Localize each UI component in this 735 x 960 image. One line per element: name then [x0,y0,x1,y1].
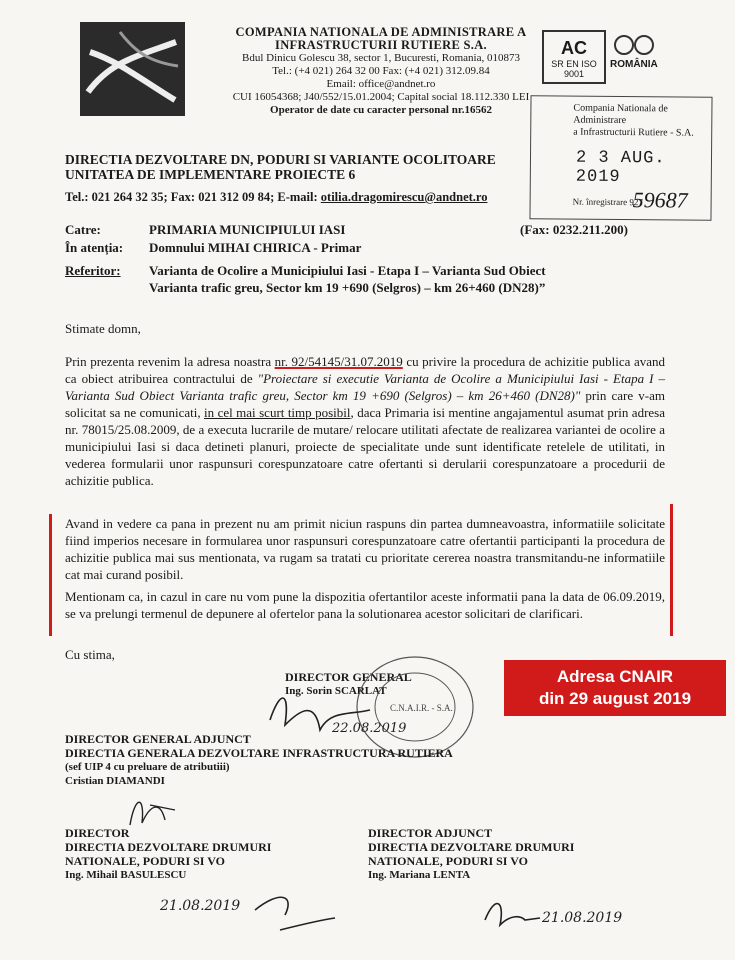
stamp-nr-label: Nr. înregistrare 927 [572,196,643,208]
company-name: COMPANIA NATIONALA DE ADMINISTRARE A [235,25,527,39]
deputy-director-name: Ing. Mariana LENTA [368,869,471,881]
dg-handwritten-date: 22.08.2019 [332,721,407,736]
dga-title: DIRECTOR GENERAL ADJUNCT [65,732,251,746]
deputy-director-directorate-2: NATIONALE, PODURI SI VO [368,854,529,868]
deputy-handwritten-date: 21.08.2019 [542,910,623,926]
director-title: DIRECTOR [65,826,130,840]
catre-row [65,222,345,238]
cnair-logo [80,22,185,116]
greeting: Stimate domn, [65,321,141,336]
cert-country [610,34,660,70]
paragraph-1 [65,353,665,489]
referitor-line2: Varianta trafic greu, Sector km 19 +690 (Selgros) – km 26+460 (DN28)” [149,280,546,295]
director-block [65,826,271,882]
stamp-nr-value: 59687 [632,187,688,213]
atentia-value: Domnului MIHAI CHIRICA - Primar [149,240,362,255]
company-name-2: INFRASTRUCTURII RUTIERE S.A. [275,38,487,52]
dg-title: DIRECTOR GENERAL [285,670,412,684]
directorate-header [65,152,535,182]
cert-country-label: ROMÂNIA [610,59,658,70]
p1-reference: nr. 92/54145/31.07.2019 [274,354,403,369]
romania-100-icon [610,34,660,56]
director-handwritten-date: 21.08.2019 [160,898,241,914]
seal-text: C.N.A.I.R. - S.A. [390,703,453,713]
director-signature [160,880,340,950]
deputy-director-title: DIRECTOR ADJUNCT [368,826,493,840]
p1-text-d: , daca Primaria isi mentine angajamentul asumat prin adresa nr. 78015/25.08.2009, de a executa lucrarile de mutare/ relocare utilitati afectate de realizarea variantei de ocolire a municipiului Iasi si daca detineti planuri, proiecte de specialitate unde sunt identificate retelele de utilitati, in vederea formularii unor raspunsuri corespunzatoare catre ofertanti si derularii corespunzatoare a procedurii de achizitie publica. [65,405,665,488]
company-email: Email: office@andnet.ro [326,78,436,90]
directorate-contact [65,190,488,205]
stamp-header [573,103,708,140]
atentia-label: În atenția: [65,240,124,255]
dga-directorate: DIRECTIA GENERALA DEZVOLTARE INFRASTRUCTURA RUTIERA [65,746,453,760]
company-registry: CUI 16054368; J40/552/15.01.2004; Capital social 18.112.330 LEI [232,91,530,103]
stamp-line2: a Infrastructurii Rutiere - S.A. [573,126,694,139]
p1-text-a: Prin prezenta revenim la adresa noastra [65,354,275,369]
dga-name: Cristian DIAMANDI [65,775,165,787]
paragraph-3: Mentionam ca, in cazul in care nu vom pune la dispozitia ofertantilor aceste informatii pana la data de 06.09.2019, se va prelungi termenul de depunere al ofertelor pana la solutionarea acestor solicitari de clarificari. [65,589,665,621]
registration-stamp [529,95,712,221]
stamp-date: 2 3 AUG. 2019 [575,148,666,187]
directorate-tel: Tel.: 021 264 32 35; Fax: 021 312 09 84; E-mail: [65,190,321,204]
company-operator: Operator de date cu caracter personal nr.16562 [270,104,492,116]
cert-label: SR EN ISO 9001 [551,59,597,79]
closing: Cu stima, [65,647,115,662]
highlight-bar-right [670,504,673,636]
dga-note: (sef UIP 4 cu preluare de atributiii) [65,761,230,773]
director-name: Ing. Mihail BASULESCU [65,869,187,881]
atentia-row [65,240,361,256]
company-address: Bdul Dinicu Golescu 38, sector 1, Bucuresti, Romania, 010873 [241,52,520,64]
catre-value: PRIMARIA MUNICIPIULUI IASI [149,222,346,237]
deputy-director-directorate: DIRECTIA DEZVOLTARE DRUMURI [368,840,575,854]
deputy-director-signature [480,890,680,940]
p1-text-c: prin care v-am solicitat sa ne comunicati, [65,388,665,420]
deputy-director-block [368,826,574,882]
catre-label: Catre: [65,222,101,237]
badge-line2: din 29 august 2019 [538,689,692,708]
directorate-line2: UNITATEA DE IMPLEMENTARE PROIECTE 6 [65,167,356,182]
certification-marks [542,30,682,82]
referitor-line1: Varianta de Ocolire a Municipiului Iasi - Etapa I – Varianta Sud Obiect [149,263,546,278]
dg-name: Ing. Sorin SCARLAT [285,685,387,697]
p1-urgent: in cel mai scurt timp posibil [204,405,351,420]
iso-cert-icon [542,30,606,84]
stamp-line1: Compania Nationala de Administrare [573,102,668,127]
referitor-row [65,262,685,296]
directorate-email[interactable]: otilia.dragomirescu@andnet.ro [320,190,488,204]
p1-contract-title: "Proiectare si executie Varianta de Ocolire a Municipiului Iasi - Etapa I – Varianta Sud Obiect Varianta trafic greu, Sector km 19 +690 (Selgros) – km 26+460 (DN28)" [65,371,665,403]
director-directorate-2: NATIONALE, PODURI SI VO [65,854,226,868]
annotation-badge [504,660,726,716]
p1-text-b: cu privire la procedura de achizitie publica avand ca obiect atribuirea contractului de [65,354,666,386]
company-header [196,26,566,117]
paragraph-2: Avand in vedere ca pana in prezent nu am primit niciun raspuns din partea dumneavoastra, informatiile solicitate fiind imperios necesare in formularea unor raspunsuri corespunzatoare catre ofertantii participanti la procedura de achizitie publica mai sus mentionata, va rugam sa tratati cu prioritate cererea noastra transmitandu-ne informatiile cat mai curand posibil. [65,516,665,582]
fax-number: (Fax: 0232.211.200) [520,222,628,237]
directorate-line1: DIRECTIA DEZVOLTARE DN, PODURI SI VARIANTE OCOLITOARE [65,152,496,167]
highlight-bar-left [49,514,52,636]
referitor-label: Referitor: [65,263,121,278]
cert-ac: AC [561,38,587,58]
company-phone: Tel.: (+4 021) 264 32 00 Fax: (+4 021) 312.09.84 [272,65,490,77]
badge-line1: Adresa CNAIR [556,667,674,686]
deputy-director-general-block [65,732,453,788]
director-directorate: DIRECTIA DEZVOLTARE DRUMURI [65,840,272,854]
